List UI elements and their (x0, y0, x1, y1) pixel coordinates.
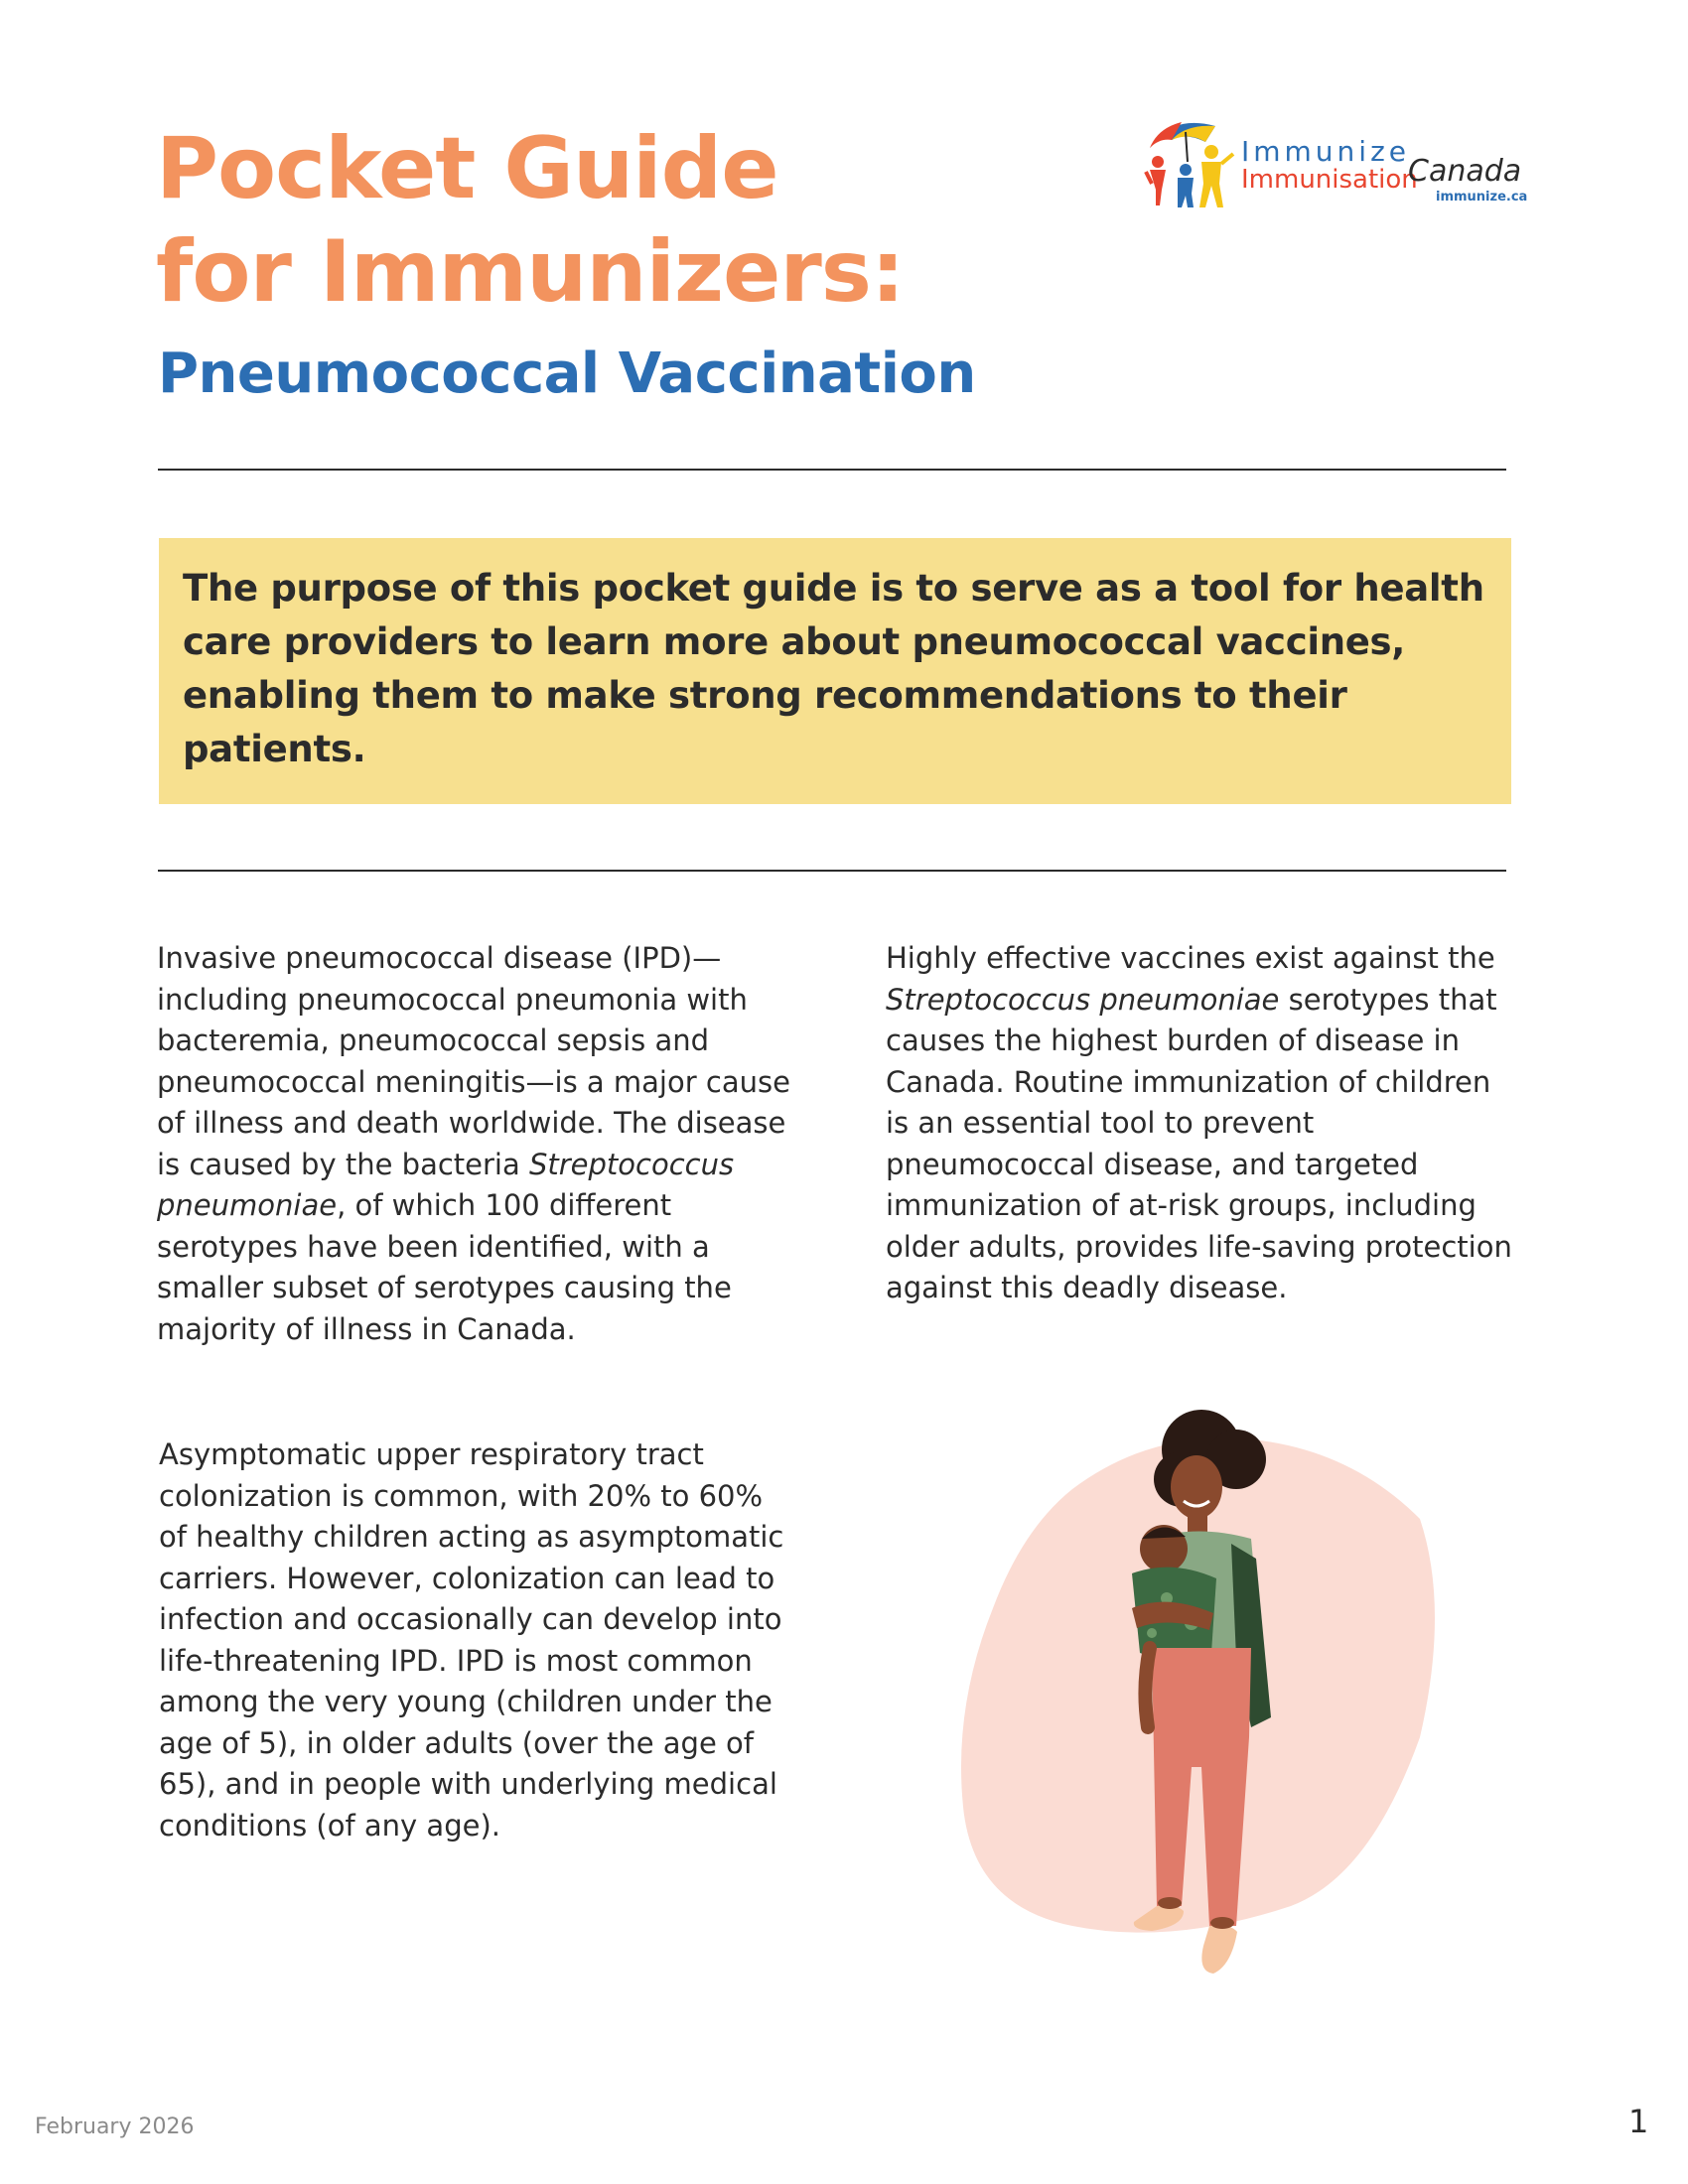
right-p1-text-b: serotypes that causes the highest burden of disease in Canada. Routine immunization of children is an essential tool to prevent pneumococcal disease, and targeted immunization of at-risk groups, including older adults, provides life-saving protection against this deadly disease. (886, 982, 1512, 1304)
left-column-paragraph-1 (157, 938, 792, 1350)
logo-immunize: Immunize (1241, 135, 1411, 168)
divider-top (158, 469, 1506, 471)
footer-date: February 2026 (35, 2115, 195, 2139)
title-line-2: for Immunizers: (156, 222, 905, 322)
right-p1-italic: Streptococcus pneumoniae (886, 982, 1280, 1017)
mother-carrying-baby-illustration (953, 1410, 1450, 2005)
title-line-1: Pocket Guide (156, 119, 778, 218)
logo-canada: Canada (1408, 154, 1522, 189)
left-p1-italic: Streptococcus pneumoniae (157, 1147, 735, 1222)
right-column-paragraph (886, 938, 1521, 1309)
left-p2-text: Asymptomatic upper respiratory tract colonization is common, with 20% to 60% of healthy children acting as asymptomatic carriers. However, colonization can lead to infection and occasionally can develop into life-threatening IPD. IPD is most common among the very young (children under the age of 5), in older adults (over the age of 65), and in people with underlying medical conditions (of any age). (159, 1437, 784, 1843)
callout-text: The purpose of this pocket guide is to serve as a tool for health care providers to learn more about pneumococcal vaccines, enabling them to make strong recommendations to their patients. (183, 567, 1484, 770)
logo-url: immunize.ca (1436, 190, 1528, 205)
purpose-callout (159, 538, 1511, 804)
left-column-paragraph-2 (159, 1434, 794, 1846)
umbrella-family-icon (1142, 114, 1241, 213)
divider-bottom (158, 870, 1506, 872)
logo-wordmark (1241, 135, 1418, 195)
page-title (156, 117, 904, 324)
immunize-canada-logo (1142, 114, 1528, 213)
page-number: 1 (1628, 2103, 1649, 2140)
page-subtitle: Pneumococcal Vaccination (158, 341, 976, 406)
left-p1-text-b: , of which 100 different serotypes have been identified, with a smaller subset of serotypes causing the majority of illness in Canada. (157, 1188, 732, 1346)
right-p1-text-a: Highly effective vaccines exist against the (886, 941, 1495, 975)
logo-immunisation: Immunisation (1241, 165, 1418, 195)
left-p1-text-a: Invasive pneumococcal disease (IPD)—including pneumococcal pneumonia with bacteremia, pneumococcal sepsis and pneumococcal meningitis—is a major cause of illness and death worldwide. The disease is caused by the bacteria (157, 941, 790, 1181)
